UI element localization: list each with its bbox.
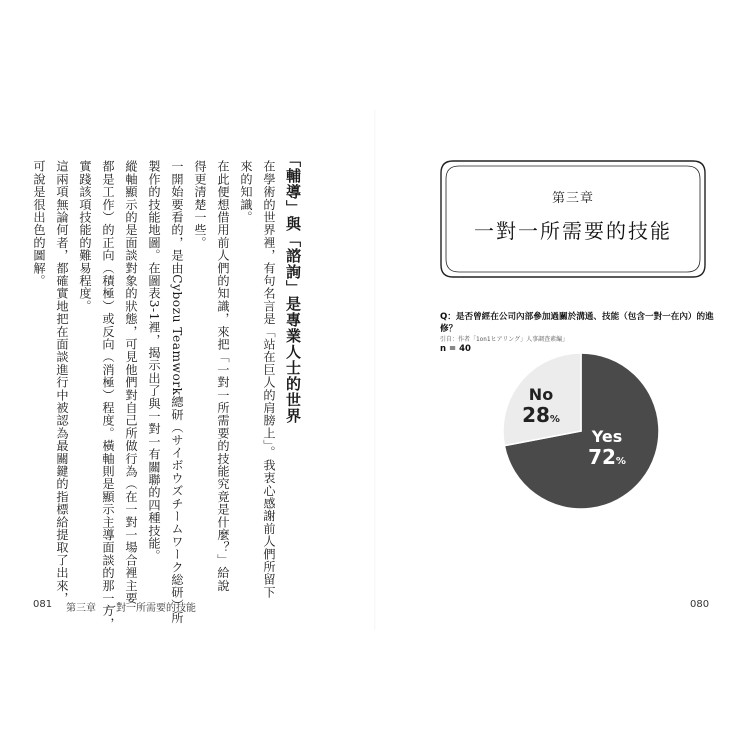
paragraph: 得更清楚一些。 [193, 160, 207, 249]
chapter-title-box [439, 159, 707, 279]
paragraph: 在此便想借用前人們的知識，來把「一對一所需要的技能究竟是什麼？」給說 [216, 160, 230, 592]
gutter [374, 110, 376, 630]
survey-question: Q：是否曾經在公司內部參加過關於溝通、技能（包含一對一在內）的進修？ [440, 312, 714, 334]
paragraph: 這兩項無論何者，都確實地把在面談進行中被認為最關鍵的指標給提取了出來， [55, 160, 69, 605]
survey-source: 引自：作者「1on1ヒアリング」人事調查素編」 [440, 336, 569, 343]
slice-value-no: 28% [522, 403, 560, 427]
page-number-right: 080 [690, 599, 710, 610]
pie-label-no [511, 386, 571, 431]
pie-label-yes [574, 428, 640, 473]
slice-name-yes: Yes [591, 427, 623, 446]
paragraph: 製作的技能地圖。在圖表3-1裡，揭示出了與一對一有關聯的四種技能。 [147, 160, 161, 563]
slice-name-no: No [528, 385, 554, 404]
slice-value-yes: 72% [588, 445, 626, 469]
paragraph: 可說是很出色的圖解。 [32, 160, 46, 287]
chapter-title: 一對一所需要的技能 [474, 219, 672, 243]
paragraph: 縱軸顯示的是面談對象的狀態，可見他們對自己所做行為（在一對一場合裡主要 [124, 160, 138, 605]
page-number-left: 081 [33, 599, 53, 610]
paragraph: 都是工作）的正向（積極）或反向（消極）程度。橫軸則是顯示主導面談的那一方， [101, 160, 115, 630]
chapter-number: 第三章 [551, 191, 594, 206]
section-heading: 「輔導」與「諮詢」是專業人士的世界 [284, 152, 302, 424]
paragraph: 在學術的世界裡，有句名言是「站在巨人的肩膀上」。我衷心感謝前人們所留下 [262, 160, 276, 599]
paragraph: 來的知識。 [239, 160, 253, 224]
paragraph: 一開始要看的，是由Cybozu Teamwork總研（サイボウズチームワーク総研）所 [170, 160, 184, 625]
running-head: 第三章 一對一所需要的技能 [66, 603, 196, 614]
paragraph: 實踐該項技能的難易程度。 [78, 160, 92, 313]
sample-size: n = 40 [440, 344, 471, 354]
